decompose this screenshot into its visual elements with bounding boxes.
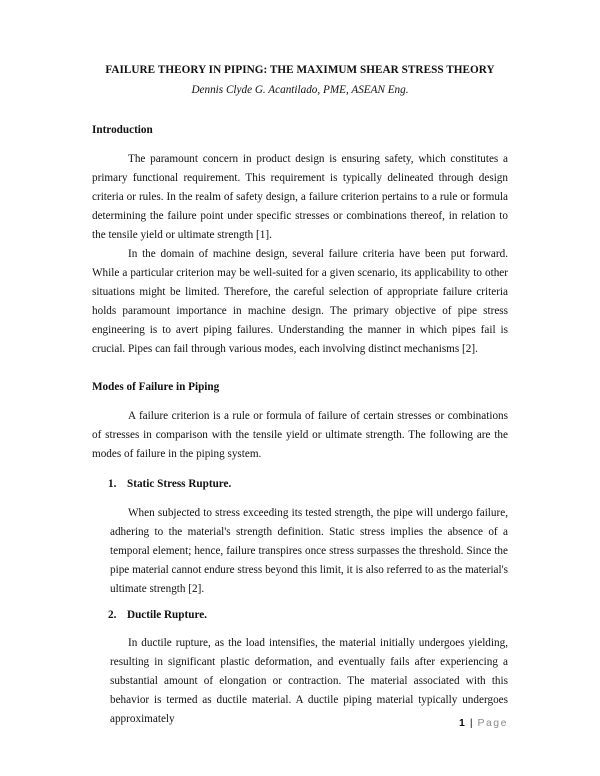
page-number: 1 [459, 717, 465, 729]
list-item-heading [108, 609, 207, 621]
intro-paragraph-2: In the domain of machine design, several failure criteria have been put forward. While a particular criterion may be well-suited for a given scenario, its applicability to other situations might be limited. Therefore, the careful selection of appropriate failure criteria holds paramount importance in machine design. The primary objective of pipe stress engineering is to avert piping failures. Understanding the manner in which pipes fail is crucial. Pipes can fail through various modes, each involving distinct mechanisms [2]. [92, 248, 508, 355]
modes-intro-paragraph: A failure criterion is a rule or formula of failure of certain stresses or combinations of stresses in comparison with the tensile yield or ultimate strength. The following are the modes of failure in the piping system. [92, 410, 508, 460]
ductile-rupture-paragraph: In ductile rupture, as the load intensifies, the material initially undergoes yielding, resulting in significant plastic deformation, and eventually fails after experiencing a substantial amount of elongation or contraction. The material associated with this behavior is termed as ductile material. A ductile piping material typically undergoes approximately [110, 637, 508, 725]
list-item-title: Static Stress Rupture. [127, 478, 232, 490]
footer-separator: | [469, 717, 473, 729]
list-item-title: Ductile Rupture. [127, 609, 207, 621]
document-title: FAILURE THEORY IN PIPING: THE MAXIMUM SHEAR STRESS THEORY [105, 64, 495, 76]
document-author: Dennis Clyde G. Acantilado, PME, ASEAN Eng. [191, 84, 409, 96]
page-label: Page [477, 717, 508, 729]
list-item-number: 2. [108, 609, 117, 621]
intro-paragraph-1: The paramount concern in product design is ensuring safety, which constitutes a primary functional requirement. This requirement is typically delineated through design criteria or rules. In the realm of safety design, a failure criterion pertains to a rule or formula determining the failure point under specific stresses or combinations thereof, in relation to the tensile yield or ultimate strength [1]. [92, 153, 508, 241]
page-footer [459, 717, 508, 729]
list-item-number: 1. [108, 478, 117, 490]
section-heading-introduction: Introduction [92, 124, 153, 136]
list-item-heading [108, 478, 231, 490]
static-stress-paragraph: When subjected to stress exceeding its tested strength, the pipe will undergo failure, adhering to the material's strength definition. Static stress implies the absence of a temporal element; hence, failure transpires once stress surpasses the threshold. Since the pipe material cannot endure stress beyond this limit, it is also referred to as the material's ultimate strength [2]. [110, 507, 508, 595]
section-heading-modes: Modes of Failure in Piping [92, 381, 220, 393]
